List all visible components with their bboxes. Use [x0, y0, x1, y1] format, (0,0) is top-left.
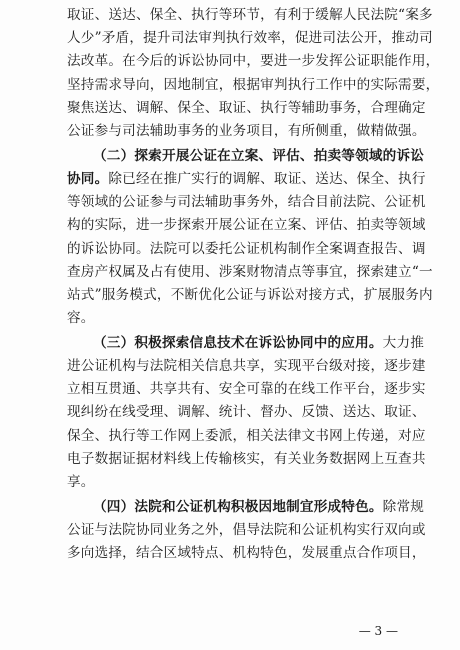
text-line [67, 170, 426, 188]
text-line: 坚持需求导向，因地制宜，根据审判执行工作中的实际需要， [67, 76, 440, 93]
text-line: 现纠纷在线受理、调解、统计、督办、反馈、送达、取证、 [67, 404, 426, 421]
text-line-rest: 大力推 [382, 334, 425, 351]
text-line: 进公证机构与法院相关信息共享，实现平台级对接，逐步建 [67, 358, 426, 374]
text-line-rest: 除已经在推广实行的调解、取证、送达、保全、执行 [108, 170, 426, 187]
text-line [93, 498, 425, 516]
text-line [93, 334, 425, 352]
text-line: 立相互贯通、共享共有、安全可靠的在线工作平台，逐步实 [67, 381, 426, 398]
text-line: 聚焦送达、调解、保全、取证、执行等辅助事务，合理确定 [67, 99, 426, 116]
section-heading: （四）法院和公证机构积极因地制宜形成特色。 [93, 498, 383, 515]
text-line: 电子数据证据材料线上传输核实，有关业务数据网上互查共 [67, 450, 426, 467]
text-line: 等领域的公证参与司法辅助事务外，结合目前法院、公证机 [67, 194, 426, 211]
text-line: 公证与法院协同业务之外，倡导法院和公证机构实行双向或 [67, 521, 426, 538]
text-line: 站式”服务模式，不断优化公证与诉讼对接方式，扩展服务内 [67, 286, 433, 303]
text-line: 保全、执行等工作网上委派，相关法律文书网上传递，对应 [67, 427, 426, 444]
text-line: 容。 [67, 310, 95, 327]
text-line: 法改革。在今后的诉讼协同中，要进一步发挥公证职能作用， [67, 53, 440, 70]
text-line: 享。 [67, 474, 95, 490]
text-line: 多向选择，结合区域特点、机构特色，发展重点合作项目， [67, 545, 426, 562]
section-heading: （三）积极探索信息技术在诉讼协同中的应用。 [93, 334, 383, 351]
text-line: 人少”矛盾，提升司法审判执行效率，促进司法公开，推动司 [67, 30, 433, 47]
text-line-rest: 除常规 [382, 498, 425, 515]
text-line: 的诉讼协同。法院可以委托公证机构制作全案调查报告、调 [67, 240, 426, 257]
text-line: 构的实际，进一步探索开展公证在立案、评估、拍卖等领域 [67, 217, 426, 234]
section-heading: （二）探索开展公证在立案、评估、拍卖等领域的诉讼 [93, 147, 425, 164]
section-heading-end: 协同。 [67, 170, 109, 187]
text-line: 公证参与司法辅助事务的业务项目，有所侧重，做精做强。 [67, 123, 426, 139]
text-line: 查房产权属及占有使用、涉案财物清点等事宜，探索建立“一 [67, 263, 433, 280]
page-number: — 3 — [358, 624, 398, 638]
text-line: 取证、送达、保全、执行等环节，有利于缓解人民法院“案多 [67, 7, 433, 23]
